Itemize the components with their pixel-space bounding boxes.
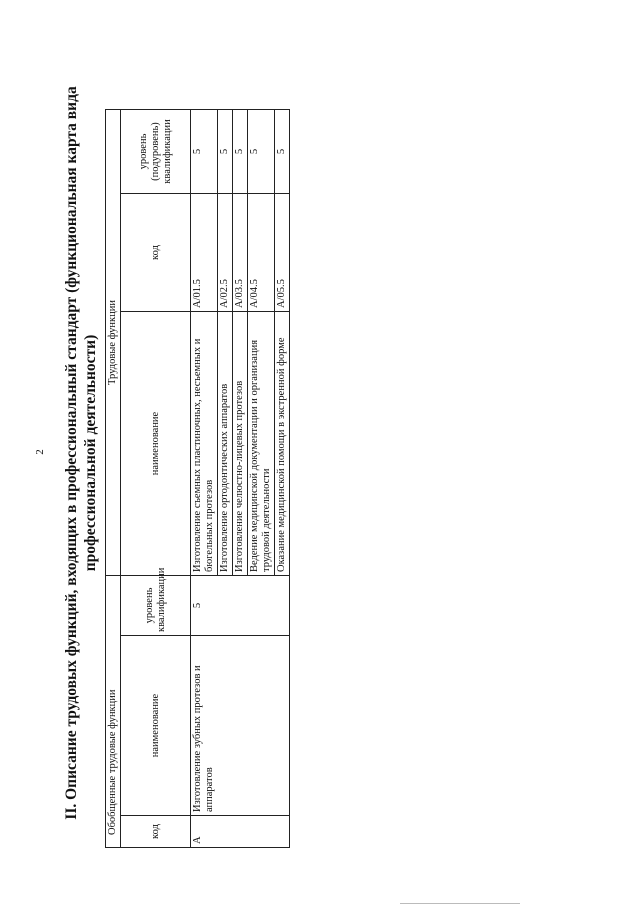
function-level: 5	[191, 109, 218, 193]
function-name: Оказание медицинской помощи в экстренной форме	[275, 312, 290, 576]
function-name: Изготовление ортодонтических аппаратов	[218, 312, 233, 576]
table-group-header-row	[106, 109, 121, 847]
header-function-level: уровень (подуровень) квалификации	[121, 109, 191, 193]
function-level: 5	[248, 109, 275, 193]
header-labor-functions: Трудовые функции	[106, 109, 121, 575]
scan-edge-mark	[400, 903, 520, 904]
generalized-code: A	[191, 816, 290, 848]
function-code: A/01.5	[191, 194, 218, 312]
section-title-line-1: II. Описание трудовых функций, входящих в профессиональный стандарт (функциональная карта вида	[63, 86, 80, 820]
header-level: уровень квалификации	[121, 576, 191, 636]
function-code: A/02.5	[218, 194, 233, 312]
page-number: 2	[34, 449, 46, 455]
header-generalized-functions: Обобщенные трудовые функции	[106, 576, 121, 848]
function-name: Изготовление челюстно-лицевых протезов	[233, 312, 248, 576]
section-title	[62, 58, 100, 848]
function-level: 5	[233, 109, 248, 193]
generalized-level: 5	[191, 576, 290, 636]
header-name: наименование	[121, 636, 191, 816]
generalized-name: Изготовление зубных протезов и аппаратов	[191, 636, 290, 816]
header-function-code: код	[121, 194, 191, 312]
header-function-name: наименование	[121, 312, 191, 576]
section-title-line-2: профессиональной деятельности)	[82, 334, 99, 572]
header-code: код	[121, 816, 191, 848]
function-level: 5	[275, 109, 290, 193]
function-code: A/03.5	[233, 194, 248, 312]
table-row	[191, 109, 218, 847]
function-level: 5	[218, 109, 233, 193]
rotated-content	[50, 58, 290, 848]
functional-map-table	[105, 109, 290, 848]
function-code: A/04.5	[248, 194, 275, 312]
function-code: A/05.5	[275, 194, 290, 312]
function-name: Изготовление съемных пластиночных, несъемных и бюгельных протезов	[191, 312, 218, 576]
table-column-header-row	[121, 109, 191, 847]
function-name: Ведение медицинской документации и организация трудовой деятельности	[248, 312, 275, 576]
